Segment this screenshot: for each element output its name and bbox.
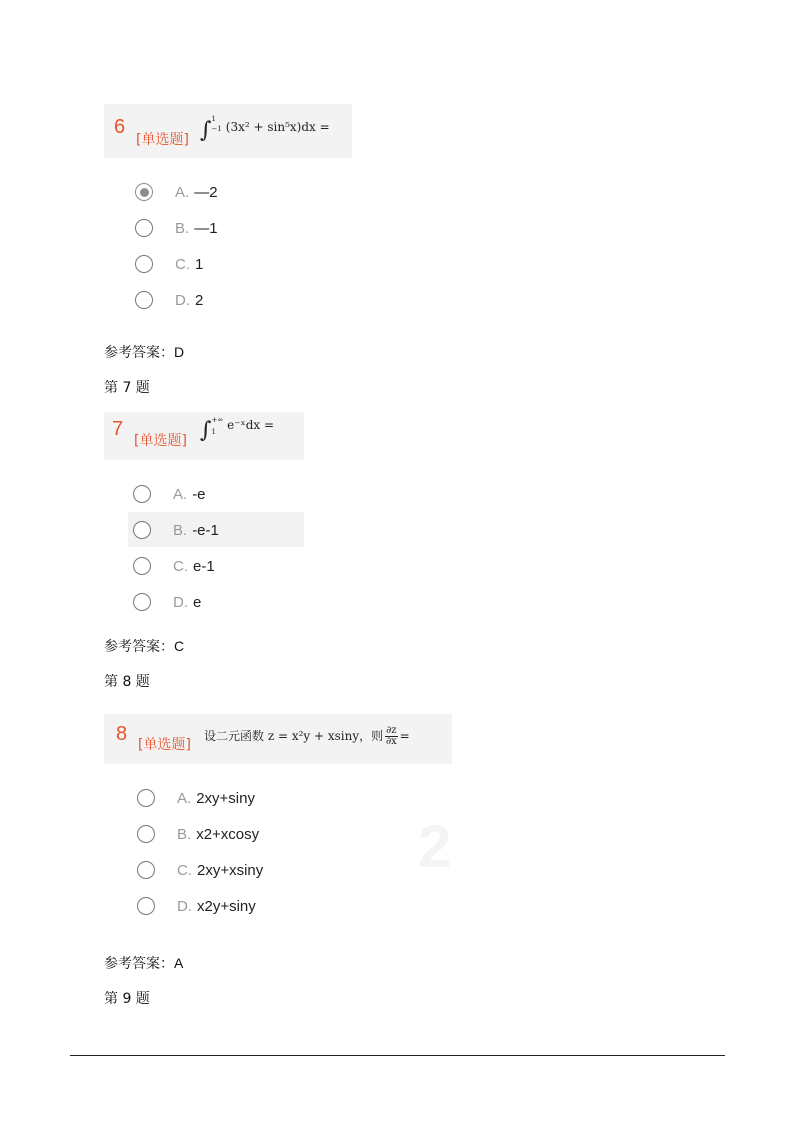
- radio-button[interactable]: [135, 219, 153, 237]
- option-c[interactable]: [133, 552, 215, 580]
- question-formula: ∫ +∞ 1 e⁻ˣdx =: [200, 416, 275, 443]
- option-c[interactable]: [137, 856, 263, 884]
- option-letter: D.: [173, 593, 188, 611]
- radio-button[interactable]: [137, 825, 155, 843]
- answer-label: 参考答案：: [104, 956, 174, 972]
- option-text: 2xy+xsiny: [197, 861, 264, 879]
- radio-button[interactable]: [135, 255, 153, 273]
- option-letter: D.: [175, 291, 190, 309]
- answer-value: A: [174, 955, 184, 971]
- radio-button[interactable]: [133, 521, 151, 539]
- option-a[interactable]: [137, 784, 255, 812]
- option-b[interactable]: [135, 214, 218, 242]
- option-letter: A.: [175, 183, 190, 201]
- option-d[interactable]: [133, 588, 201, 616]
- radio-button[interactable]: [133, 593, 151, 611]
- option-text: -e: [192, 485, 206, 503]
- option-text: x2y+siny: [197, 897, 256, 915]
- question-heading: 第 8 题: [104, 674, 150, 690]
- option-b[interactable]: [137, 820, 259, 848]
- answer-label: 参考答案：: [104, 639, 174, 655]
- option-letter: A.: [177, 789, 192, 807]
- option-a[interactable]: [135, 178, 218, 206]
- option-text: 1: [195, 255, 204, 273]
- question-formula: 设二元函数 z = x²y + xsiny，则 $\frac{\partial z}{\partial x}$ =: [204, 725, 410, 747]
- option-text: 2xy+siny: [196, 789, 255, 807]
- reference-answer: [104, 342, 184, 362]
- option-letter: C.: [173, 557, 188, 575]
- footer-divider: [70, 1055, 725, 1056]
- option-letter: B.: [177, 825, 192, 843]
- answer-value: C: [174, 638, 185, 654]
- option-letter: D.: [177, 897, 192, 915]
- radio-selected-dot: [140, 188, 149, 197]
- option-letter: B.: [173, 521, 188, 539]
- radio-button[interactable]: [135, 291, 153, 309]
- radio-button[interactable]: [137, 897, 155, 915]
- question-type-label: [单选题]: [134, 433, 187, 449]
- radio-button[interactable]: [133, 557, 151, 575]
- option-a[interactable]: [133, 480, 206, 508]
- question-heading: 第 9 题: [104, 991, 150, 1007]
- option-letter: A.: [173, 485, 188, 503]
- radio-button[interactable]: [135, 183, 153, 201]
- answer-label: 参考答案：: [104, 345, 174, 361]
- option-letter: C.: [175, 255, 190, 273]
- question-number: 6: [114, 116, 126, 138]
- question-type-label: [单选题]: [136, 132, 189, 148]
- question-type-label: [单选题]: [138, 737, 191, 753]
- option-d[interactable]: [135, 286, 203, 314]
- reference-answer: [104, 636, 184, 656]
- question-8-card: [104, 714, 452, 764]
- option-text: —1: [194, 219, 218, 237]
- option-text: x2+xcosy: [196, 825, 260, 843]
- question-formula: ∫ 1 −1 (3x² + sin⁵x)dx =: [200, 115, 330, 143]
- option-text: -e-1: [192, 521, 219, 539]
- option-text: —2: [194, 183, 218, 201]
- question-6-card: [104, 104, 352, 158]
- answer-value: D: [174, 344, 185, 360]
- option-text: e-1: [193, 557, 215, 575]
- option-text: 2: [195, 291, 204, 309]
- option-d[interactable]: [137, 892, 256, 920]
- question-heading: 第 7 题: [104, 380, 150, 396]
- option-c[interactable]: [135, 250, 203, 278]
- question-number: 8: [116, 723, 128, 745]
- option-text: e: [193, 593, 202, 611]
- radio-button[interactable]: [137, 789, 155, 807]
- question-7-card: [104, 412, 304, 460]
- option-letter: C.: [177, 861, 192, 879]
- radio-button[interactable]: [137, 861, 155, 879]
- option-b[interactable]: [133, 516, 219, 544]
- watermark: 2: [418, 813, 452, 880]
- radio-button[interactable]: [133, 485, 151, 503]
- option-letter: B.: [175, 219, 190, 237]
- reference-answer: [104, 953, 183, 973]
- question-number: 7: [112, 418, 124, 440]
